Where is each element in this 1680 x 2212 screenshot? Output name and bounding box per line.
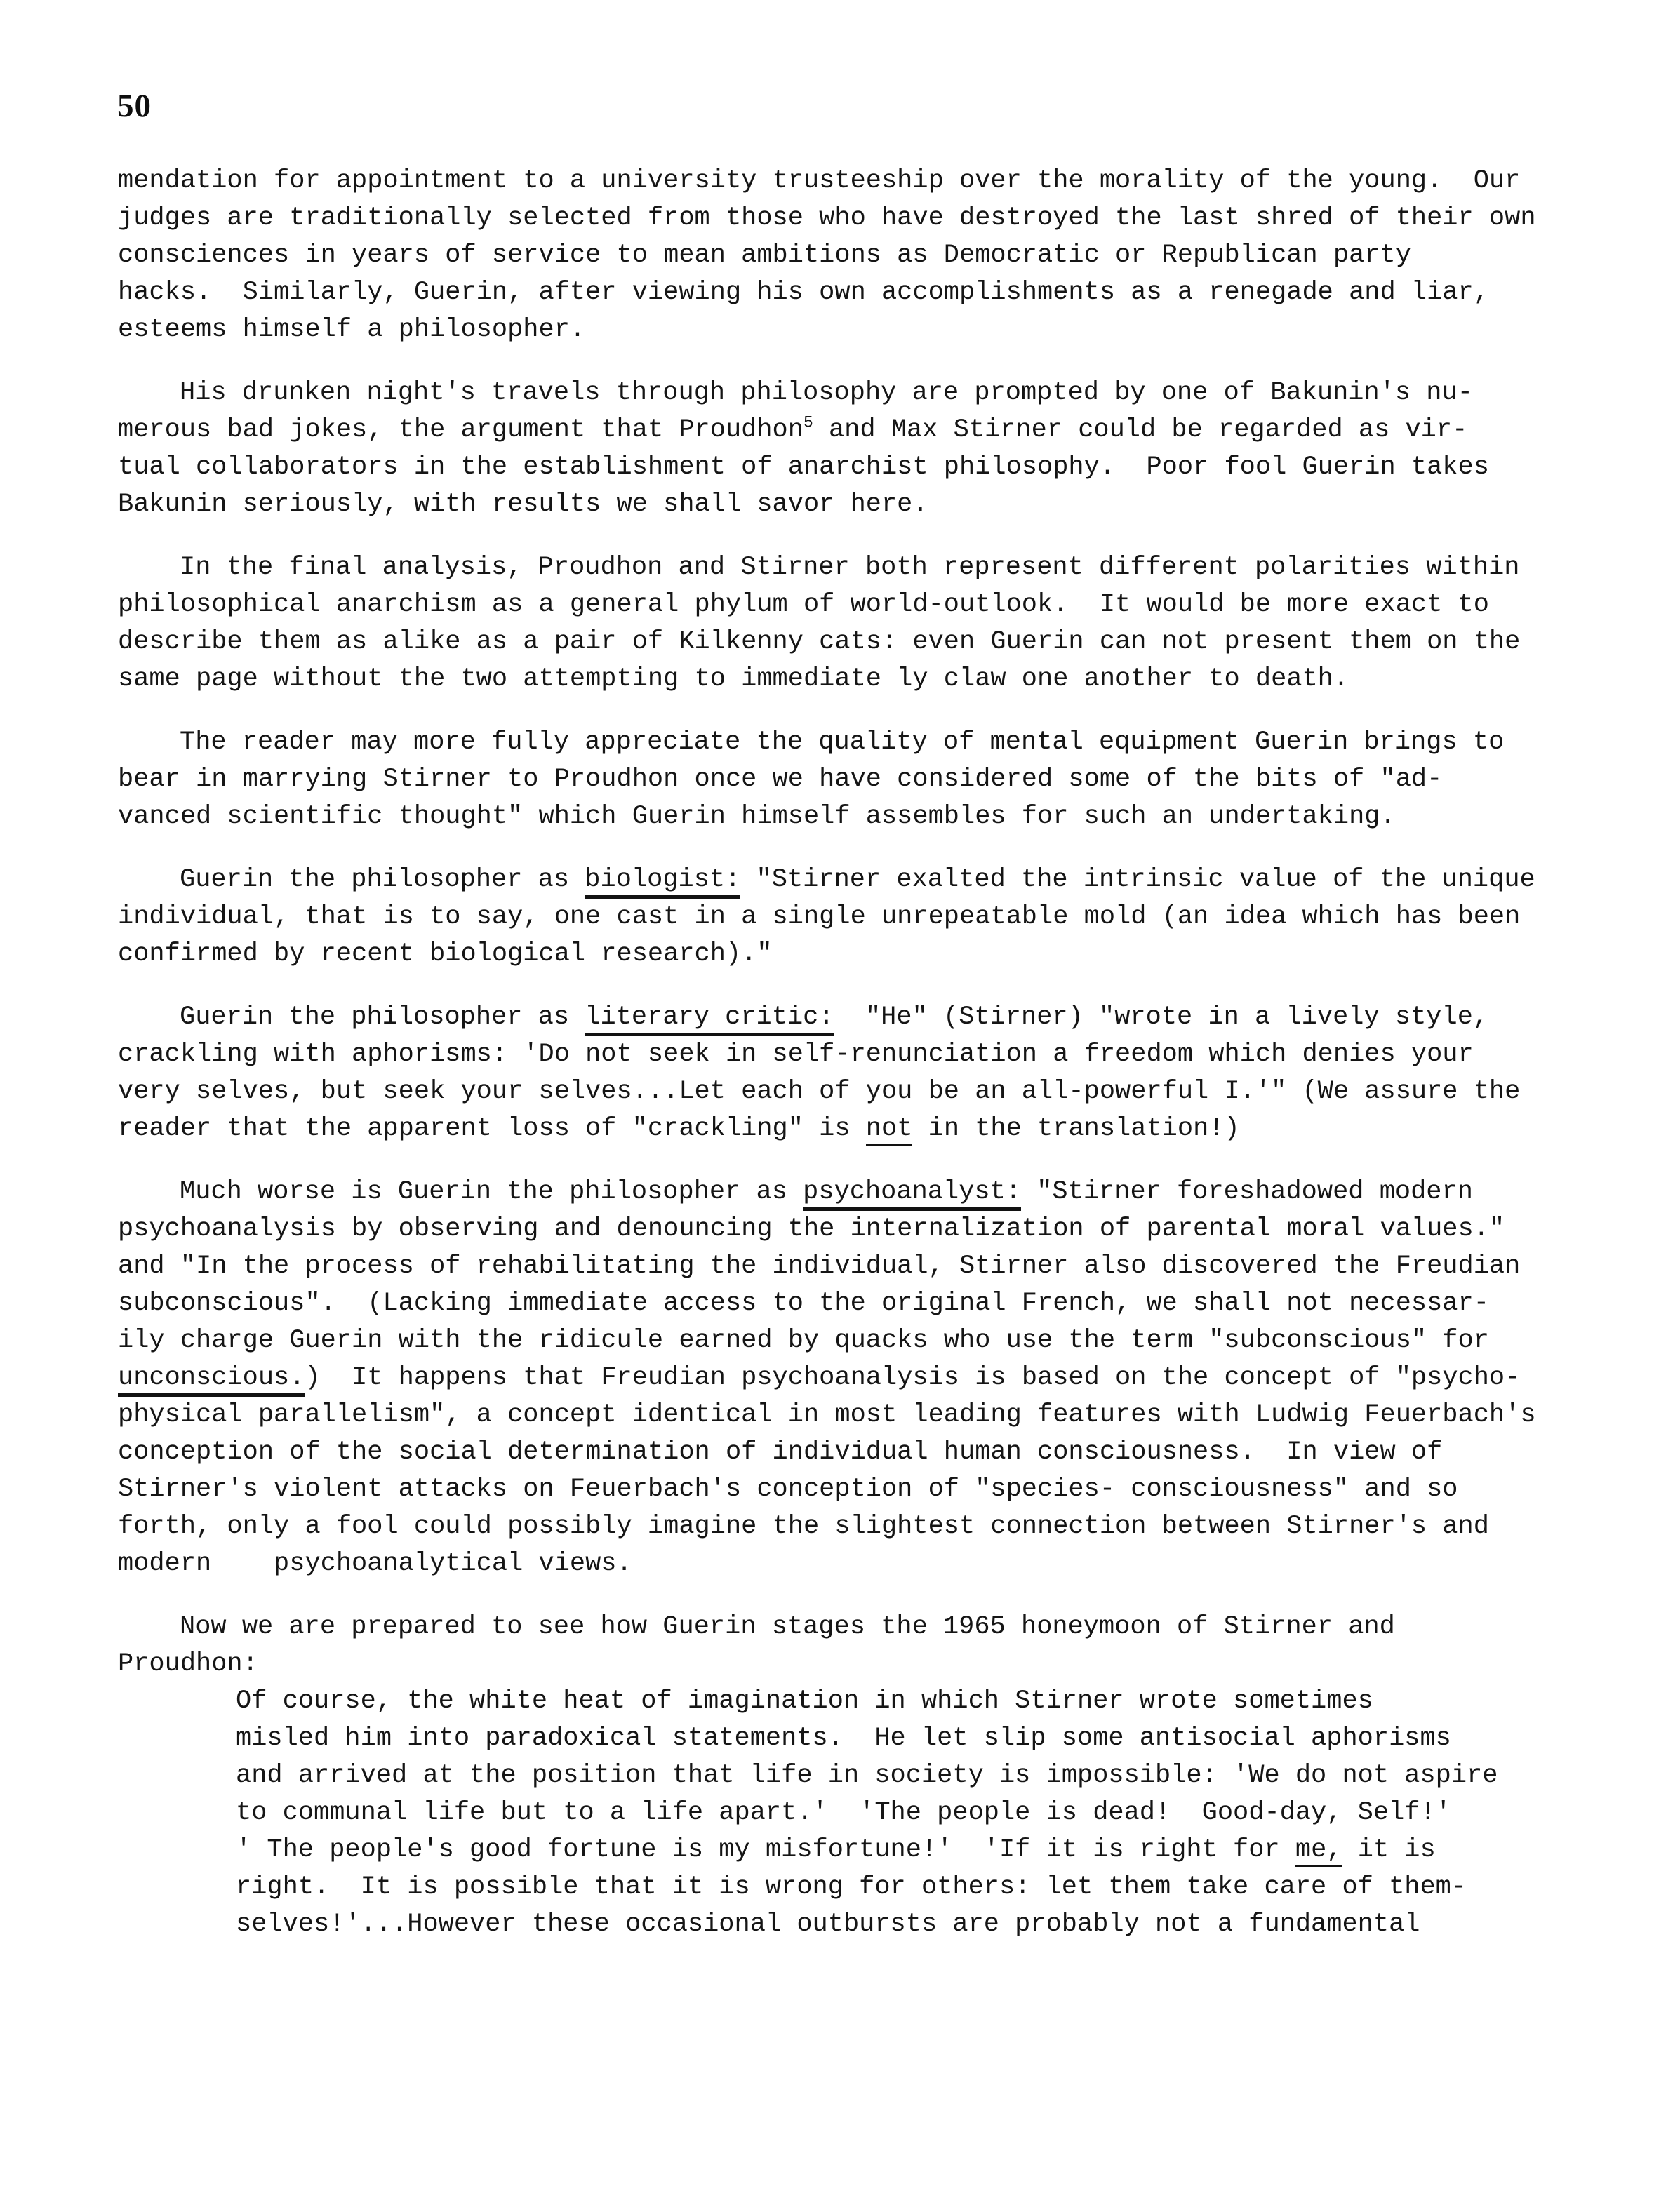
text-line <box>118 1720 1592 1757</box>
text-run: and Max Stirner could be regarded as vir- <box>813 415 1468 445</box>
text-line <box>118 1322 1592 1360</box>
text-line <box>118 761 1592 798</box>
text-line <box>118 1434 1592 1471</box>
text-line <box>118 375 1592 412</box>
text-run: selves!'...However these occasional outbursts are probably not a fundamental <box>236 1910 1420 1939</box>
text-run: mendation for appointment to a university trusteeship over the morality of the young. Our <box>118 166 1521 196</box>
text-run: Bakunin seriously, with results we shall savor here. <box>118 490 928 519</box>
text-run: Much worse is Guerin the philosopher as <box>180 1177 804 1207</box>
text-line <box>118 586 1592 624</box>
text-run: and "In the process of rehabilitating the individual, Stirner also discovered the Freudian <box>118 1252 1521 1281</box>
underlined-text-run: literary critic: <box>585 1003 834 1036</box>
superscript-footnote-marker: 5 <box>803 413 813 432</box>
text-line <box>118 1757 1592 1795</box>
text-run: and arrived at the position that life in society is impossible: 'We do not aspire <box>236 1761 1498 1790</box>
text-line <box>118 1211 1592 1248</box>
text-run: philosophical anarchism as a general phylum of world-outlook. It would be more exact to <box>118 590 1489 619</box>
text-line <box>118 936 1592 973</box>
text-line <box>118 1360 1592 1397</box>
text-run: reader that the apparent loss of "crackling" is <box>118 1114 866 1144</box>
text-run: conception of the social determination of individual human consciousness. In view of <box>118 1437 1443 1467</box>
underlined-text-run: unconscious. <box>118 1363 305 1397</box>
text-line <box>118 1073 1592 1111</box>
underlined-text-run: not <box>866 1114 913 1146</box>
text-line <box>118 1683 1592 1720</box>
text-line <box>118 1646 1592 1683</box>
text-line <box>118 1471 1592 1508</box>
text-line <box>118 1397 1592 1434</box>
text-run: "He" (Stirner) "wrote in a lively style, <box>834 1003 1489 1032</box>
text-run: "Stirner exalted the intrinsic value of the unique <box>740 865 1535 894</box>
paragraph <box>118 1609 1592 1683</box>
text-run: Guerin the philosopher as <box>180 865 585 894</box>
text-line <box>118 661 1592 698</box>
text-run: psychoanalysis by observing and denouncing the internalization of parental moral values." <box>118 1214 1505 1244</box>
text-line <box>118 1508 1592 1546</box>
page-number: 50 <box>117 88 152 124</box>
text-line <box>118 449 1592 486</box>
text-run: Proudhon: <box>118 1649 258 1679</box>
text-line <box>118 163 1592 200</box>
text-line <box>118 1906 1592 1943</box>
paragraph <box>118 1174 1592 1583</box>
text-line <box>118 1248 1592 1285</box>
text-line <box>118 1869 1592 1906</box>
text-line <box>118 412 1592 449</box>
text-run: vanced scientific thought" which Guerin himself assembles for such an undertaking. <box>118 802 1396 831</box>
text-run: tual collaborators in the establishment of anarchist philosophy. Poor fool Guerin takes <box>118 453 1489 482</box>
text-run: esteems himself a philosopher. <box>118 315 586 344</box>
text-line <box>118 1832 1592 1869</box>
text-run: right. It is possible that it is wrong for others: let them take care of them- <box>236 1872 1467 1902</box>
paragraph <box>118 549 1592 698</box>
text-run: physical parallelism", a concept identical in most leading features with Ludwig Feuerbach's <box>118 1400 1536 1430</box>
text-line <box>118 311 1592 349</box>
paragraph <box>118 375 1592 523</box>
text-line <box>118 200 1592 237</box>
text-run: ) It happens that Freudian psychoanalysis is based on the concept of "psycho- <box>305 1363 1521 1393</box>
text-run: subconscious". (Lacking immediate access to the original French, we shall not necessar- <box>118 1289 1489 1318</box>
text-run: misled him into paradoxical statements. He let slip some antisocial aphorisms <box>236 1724 1451 1753</box>
text-run: crackling with aphorisms: 'Do not seek in self-renunciation a freedom which denies your <box>118 1040 1474 1069</box>
paragraph <box>118 862 1592 973</box>
text-line <box>118 624 1592 661</box>
text-run: modern psychoanalytical views. <box>118 1549 632 1578</box>
text-run: His drunken night's travels through philosophy are prompted by one of Bakunin's nu- <box>180 378 1473 408</box>
paragraph <box>118 724 1592 836</box>
text-run: Stirner's violent attacks on Feuerbach's conception of "species- consciousness" and so <box>118 1475 1458 1504</box>
text-line <box>118 1285 1592 1322</box>
text-line <box>118 1111 1592 1148</box>
text-run: judges are traditionally selected from those who have destroyed the last shred of their own <box>118 203 1536 233</box>
text-run: merous bad jokes, the argument that Proudhon <box>118 415 804 445</box>
document-body <box>118 163 1592 1969</box>
quote-paragraph <box>118 1683 1592 1943</box>
text-line <box>118 999 1592 1036</box>
text-line <box>118 1174 1592 1211</box>
text-line <box>118 549 1592 586</box>
text-line <box>118 862 1592 899</box>
underlined-text-run: me, <box>1295 1835 1342 1867</box>
text-run: describe them as alike as a pair of Kilkenny cats: even Guerin can not present them on the <box>118 627 1521 657</box>
text-line <box>118 274 1592 311</box>
text-run: ily charge Guerin with the ridicule earned by quacks who use the term "subconscious" for <box>118 1326 1489 1355</box>
text-run: very selves, but seek your selves...Let each of you be an all-powerful I.'" (We assure the <box>118 1077 1521 1106</box>
text-run: consciences in years of service to mean ambitions as Democratic or Republican party <box>118 241 1411 270</box>
text-run: confirmed by recent biological research)." <box>118 939 773 969</box>
text-line <box>118 237 1592 274</box>
text-run: hacks. Similarly, Guerin, after viewing his own accomplishments as a renegade and liar, <box>118 278 1489 307</box>
text-run: Guerin the philosopher as <box>180 1003 585 1032</box>
text-line <box>118 798 1592 836</box>
text-line <box>118 1546 1592 1583</box>
text-line <box>118 724 1592 761</box>
underlined-text-run: biologist: <box>585 865 740 899</box>
text-run: to communal life but to a life apart.' 'The people is dead! Good-day, Self!' <box>236 1798 1451 1828</box>
text-run: The reader may more fully appreciate the quality of mental equipment Guerin brings to <box>180 728 1505 757</box>
text-line <box>118 486 1592 523</box>
text-line <box>118 1609 1592 1646</box>
text-line <box>118 1036 1592 1073</box>
paragraph <box>118 999 1592 1148</box>
text-run: Now we are prepared to see how Guerin stages the 1965 honeymoon of Stirner and <box>180 1612 1395 1642</box>
text-run: forth, only a fool could possibly imagine the slightest connection between Stirner's and <box>118 1512 1489 1541</box>
text-run: Of course, the white heat of imagination in which Stirner wrote sometimes <box>236 1687 1373 1716</box>
text-line <box>118 1795 1592 1832</box>
text-run: same page without the two attempting to immediate ly claw one another to death. <box>118 664 1349 694</box>
text-run: bear in marrying Stirner to Proudhon once we have considered some of the bits of "ad- <box>118 765 1443 794</box>
text-run: in the translation!) <box>912 1114 1240 1144</box>
text-run: In the final analysis, Proudhon and Stirner both represent different polarities within <box>180 553 1520 582</box>
text-run: "Stirner foreshadowed modern <box>1021 1177 1473 1207</box>
underlined-text-run: psychoanalyst: <box>803 1177 1021 1211</box>
paragraph <box>118 163 1592 349</box>
text-run: ' The people's good fortune is my misfortune!' 'If it is right for <box>236 1835 1295 1865</box>
text-run: individual, that is to say, one cast in a single unrepeatable mold (an idea which has been <box>118 902 1521 932</box>
text-line <box>118 899 1592 936</box>
text-run: it is <box>1342 1835 1436 1865</box>
